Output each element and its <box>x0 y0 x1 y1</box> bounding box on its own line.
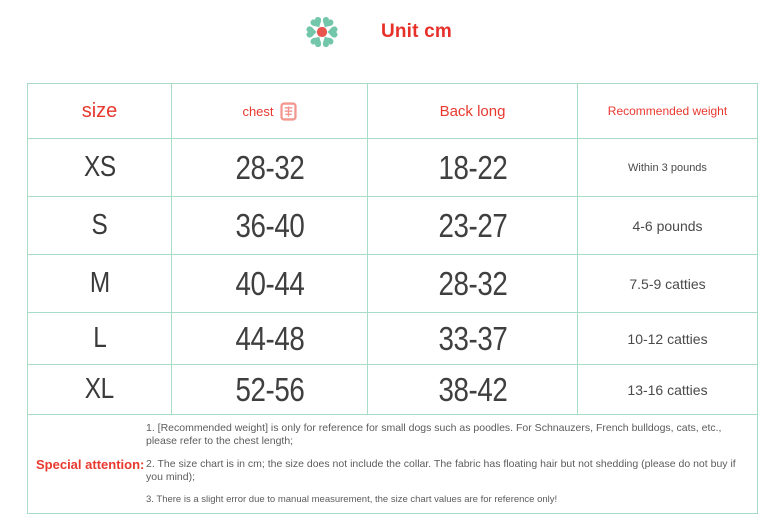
chest-value <box>172 139 368 197</box>
weight-value: 7.5-9 catties <box>578 255 758 313</box>
table-row <box>28 365 758 415</box>
unit-label: Unit cm <box>380 21 453 42</box>
chest-value <box>172 255 368 313</box>
notes-list <box>146 422 757 506</box>
chest-value-text: 52-56 <box>235 370 304 408</box>
chest-value-text: 40-44 <box>235 264 304 302</box>
note-item: 2. The size chart is in cm; the size does not include the collar. The fabric has floating hair but not shedding (please do not buy if you mind); <box>146 458 736 484</box>
special-attention-section <box>28 415 758 514</box>
chest-value-text: 28-32 <box>235 148 304 186</box>
size-value <box>28 255 172 313</box>
chest-value <box>172 197 368 255</box>
size-value-text: L <box>92 322 107 354</box>
note-item: 1. [Recommended weight] is only for reference for small dogs such as poodles. For Schnauzers, French bulldogs, cats, etc., please refer to the chest length; <box>146 421 722 447</box>
column-header-back-long: Back long <box>368 84 578 139</box>
girth-stamp-icon <box>280 102 297 121</box>
table-row <box>28 313 758 365</box>
size-value <box>28 197 172 255</box>
table-row <box>28 197 758 255</box>
size-value <box>28 139 172 197</box>
column-header-recommended-weight: Recommended weight <box>578 84 758 139</box>
chest-value <box>172 365 368 415</box>
size-value <box>28 365 172 415</box>
back-long-value-text: 18-22 <box>438 148 507 186</box>
column-header-size: size <box>28 84 172 139</box>
chest-value-text: 36-40 <box>235 206 304 244</box>
back-long-value <box>368 255 578 313</box>
size-value-text: S <box>91 209 108 241</box>
note-item: 3. There is a slight error due to manual measurement, the size chart values are for reference only! <box>146 494 558 506</box>
size-value-text: M <box>89 267 110 299</box>
chest-value <box>172 313 368 365</box>
size-chart-table <box>27 83 758 514</box>
back-long-value <box>368 197 578 255</box>
weight-value: Within 3 pounds <box>578 139 758 197</box>
page-header <box>0 8 773 56</box>
table-row <box>28 255 758 313</box>
size-value-text: XS <box>83 151 116 183</box>
back-long-value-text: 28-32 <box>438 264 507 302</box>
notes-row <box>28 415 758 514</box>
size-value <box>28 313 172 365</box>
weight-value: 10-12 catties <box>578 313 758 365</box>
weight-value: 4-6 pounds <box>578 197 758 255</box>
size-value-text: XL <box>85 373 114 405</box>
table-header-row <box>28 84 758 139</box>
back-long-value <box>368 139 578 197</box>
column-header-chest <box>172 84 368 139</box>
back-long-value-text: 23-27 <box>438 206 507 244</box>
back-long-value-text: 38-42 <box>438 370 507 408</box>
back-long-value-text: 33-37 <box>438 319 507 357</box>
special-attention-label: Special attention: <box>36 456 145 472</box>
chest-value-text: 44-48 <box>235 319 304 357</box>
back-long-value <box>368 313 578 365</box>
weight-value: 13-16 catties <box>578 365 758 415</box>
flower-icon <box>303 11 341 53</box>
column-header-chest-label: chest <box>242 103 274 119</box>
table-row <box>28 139 758 197</box>
back-long-value <box>368 365 578 415</box>
